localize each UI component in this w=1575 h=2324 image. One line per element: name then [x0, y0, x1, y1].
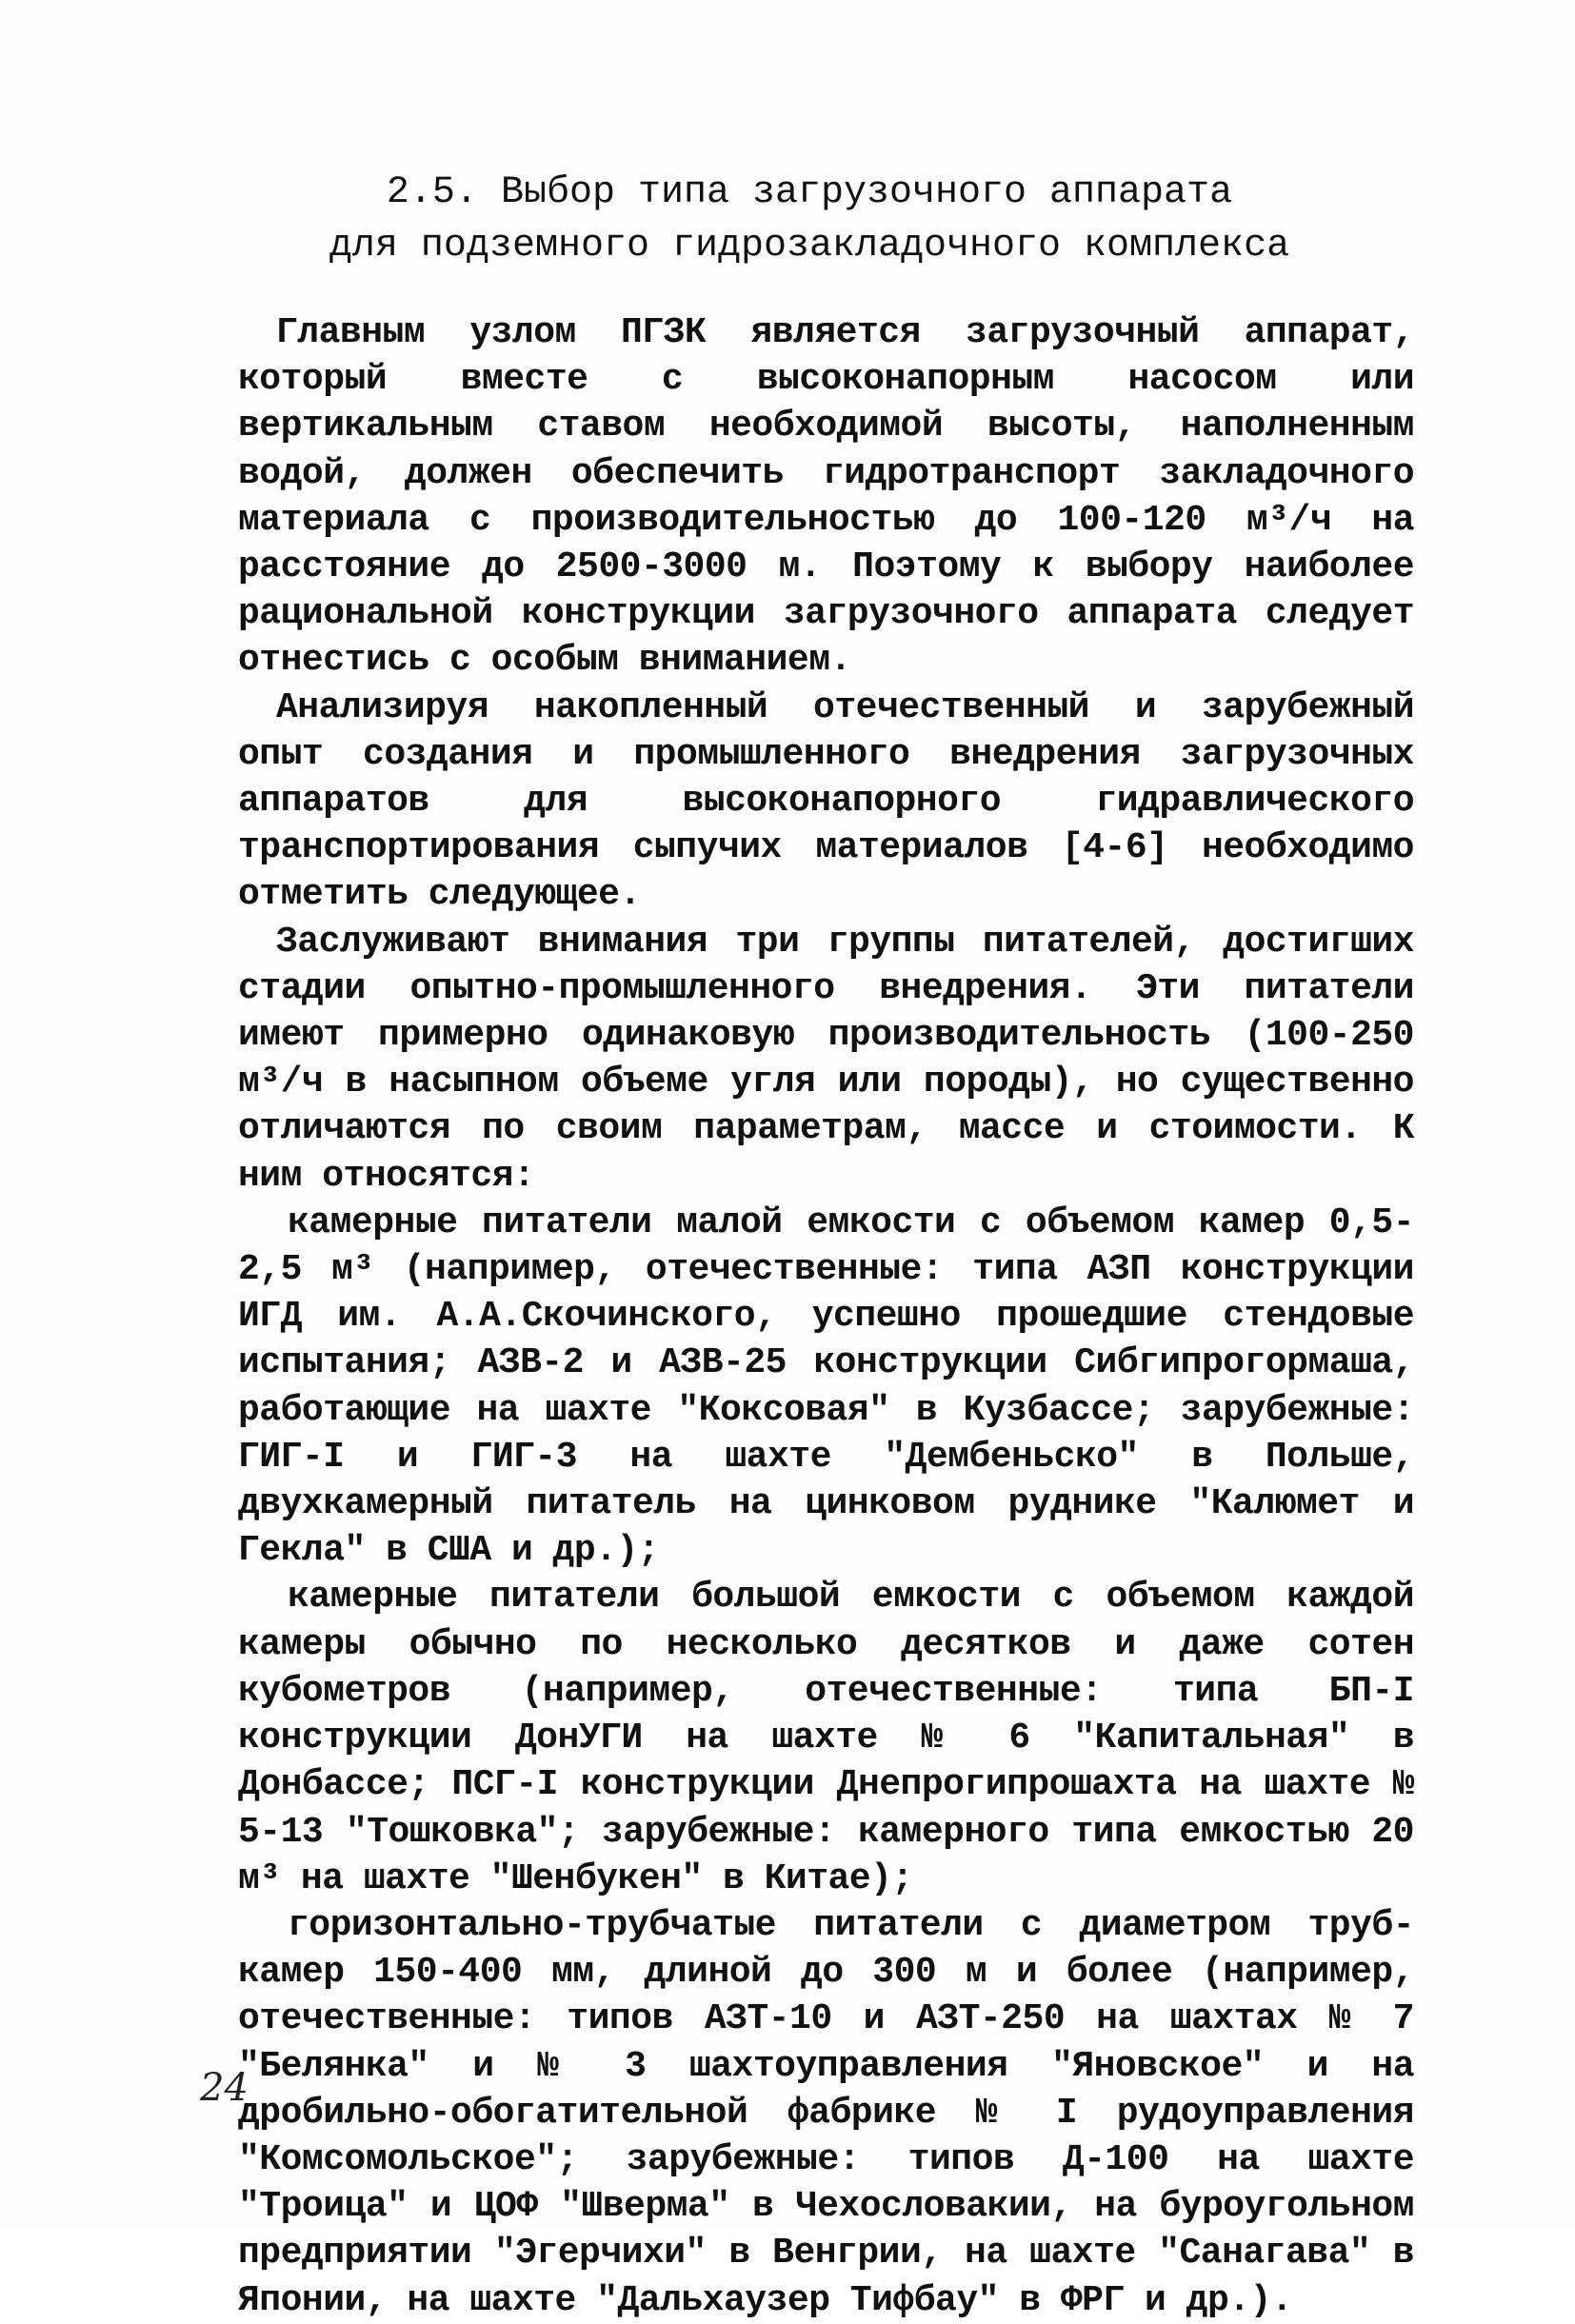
section-title-line-1: 2.5. Выбор типа загрузочного аппарата — [386, 171, 1233, 214]
body-text — [238, 309, 1414, 2324]
list-item-large-chamber: камерные питатели большой емкости с объемом каждой камеры обычно по несколько десятков и даже сотен кубометров (например, отечественные: типа БП-I конструкции ДонУГИ на шахте № 6 "Капитальная" в Донбассе; ПСГ-I конструкции Днепрогипрошахта на шахте № 5-13 "Тошковка"; зарубежные: камерного типа емкостью 20 м³ на шахте "Шенбукен" в Китае); — [238, 1577, 1414, 1899]
page-number: 24 — [200, 2066, 249, 2110]
paragraph-groups: Заслуживают внимания три группы питателей, достигших стадии опытно-промышленного внедрения. Эти питатели имеют примерно одинаковую производительность (100-250 м³/ч в насыпном объеме угля или породы), но существенно отличаются по своим параметрам, массе и стоимости. К ним относятся: — [238, 921, 1414, 1197]
paragraph-analysis: Анализируя накопленный отечественный и зарубежный опыт создания и промышленного внедрения загрузочных аппаратов для высоконапорного гидравлического транспортирования сыпучих материалов [4-6] необходимо отметить следующее. — [238, 686, 1414, 916]
list-item-tubular: горизонтально-трубчатые питатели с диаметром труб-камер 150-400 мм, длиной до 300 м и более (например, отечественные: типов АЗТ-10 и АЗТ-250 на шахтах № 7 "Белянка" и № 3 шахтоуправления "Яновское" и на дробильно-обогатительной фабрике № I рудоуправления "Комсомольское"; зарубежные: типов Д-100 на шахте "Троица" и ЦОФ "Шверма" в Чехословакии, на буроугольном предприятии "Эгерчихи" в Венгрии, на шахте "Санагава" в Японии, на шахте "Дальхаузер Тифбау" в ФРГ и др.). — [238, 1904, 1414, 2321]
paragraph-intro: Главным узлом ПГЗК является загрузочный аппарат, который вместе с высоконапорным насосом или вертикальным ставом необходимой высоты, наполненным водой, должен обеспечить гидротранспорт закладочного материала с производительностью до 100-120 м³/ч на расстояние до 2500-3000 м. Поэтому к выбору наиболее рациональной конструкции загрузочного аппарата следует отнестись с особым вниманием. — [238, 312, 1414, 682]
list-item-small-chamber: камерные питатели малой емкости с объемом камер 0,5-2,5 м³ (например, отечественные: типа АЗП конструкции ИГД им. А.А.Скочинского, успешно прошедшие стендовые испытания; АЗВ-2 и АЗВ-25 конструкции Сибгипрогормаша, работающие на шахте "Коксовая" в Кузбассе; зарубежные: ГИГ-I и ГИГ-3 на шахте "Дембеньско" в Польше, двухкамерный питатель на цинковом руднике "Калюмет и Гекла" в США и др.); — [238, 1202, 1414, 1572]
section-heading — [286, 167, 1333, 273]
section-title-line-2: для подземного гидрозакладочного комплекса — [329, 225, 1290, 268]
